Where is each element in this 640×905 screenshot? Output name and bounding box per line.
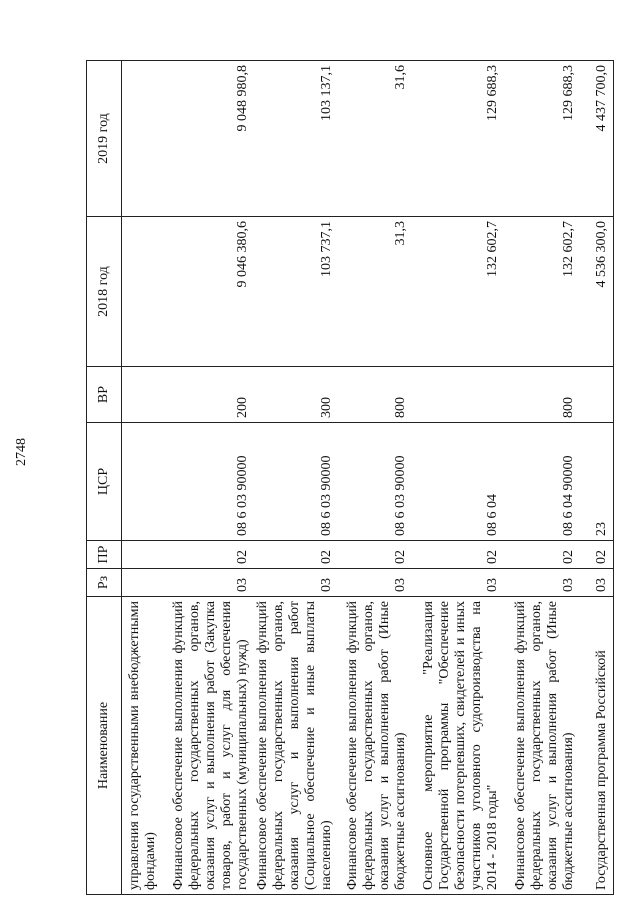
row-csr: 23 [580, 423, 614, 541]
row-vr: 200 [162, 367, 254, 423]
table-row [412, 61, 504, 895]
row-csr: 08 6 04 [412, 423, 504, 541]
row-name: Основное мероприятие "Реализация Государственной программы "Обеспечение безопасности потерпевших, свидетелей и иных участников уголовного судопроизводства на 2014 - 2018 годы" [412, 597, 504, 895]
row-2019: 129 688,3 [504, 61, 580, 217]
row-csr [122, 423, 162, 541]
row-2018: 103 737,1 [254, 217, 338, 367]
header-2018: 2018 год [87, 217, 122, 367]
row-name: Государственная программа Российской [580, 597, 614, 895]
budget-table-rotated [86, 61, 609, 895]
row-2019: 4 437 700,0 [580, 61, 614, 217]
row-2018: 132 602,7 [412, 217, 504, 367]
row-2018: 31,3 [338, 217, 412, 367]
row-name: Финансовое обеспечение выполнения функций федеральных государственных органов, оказания услуг и выполнения работ (Закупка товаров, работ и услуг для обеспечения государственных (муниципальных) нужд) [162, 597, 254, 895]
row-vr [580, 367, 614, 423]
row-2019 [122, 61, 162, 217]
table-row [338, 61, 412, 895]
table-row [254, 61, 338, 895]
row-pr: 02 [580, 541, 614, 569]
header-vr: ВР [87, 367, 122, 423]
row-2018: 132 602,7 [504, 217, 580, 367]
header-2019: 2019 год [87, 61, 122, 217]
row-pr: 02 [254, 541, 338, 569]
row-2019: 103 137,1 [254, 61, 338, 217]
table-row [580, 61, 614, 895]
row-rz: 03 [580, 569, 614, 597]
header-row [87, 61, 122, 895]
row-name: Финансовое обеспечение выполнения функций федеральных государственных органов, оказания услуг и выполнения работ (Социальное обеспечение и иные выплаты населению) [254, 597, 338, 895]
row-2019: 31,6 [338, 61, 412, 217]
header-name: Наименование [87, 597, 122, 895]
row-name: Финансовое обеспечение выполнения функций федеральных государственных органов, оказания услуг и выполнения работ (Иные бюджетные ассигнования) [504, 597, 580, 895]
row-pr [122, 541, 162, 569]
row-pr: 02 [412, 541, 504, 569]
row-name: Финансовое обеспечение выполнения функций федеральных государственных органов, оказания услуг и выполнения работ (Иные бюджетные ассигнования) [338, 597, 412, 895]
row-2018 [122, 217, 162, 367]
row-vr: 800 [338, 367, 412, 423]
header-pr: ПР [87, 541, 122, 569]
row-vr: 300 [254, 367, 338, 423]
row-rz: 03 [338, 569, 412, 597]
row-csr: 08 6 03 90000 [162, 423, 254, 541]
row-rz [122, 569, 162, 597]
header-rz: Рз [87, 569, 122, 597]
row-vr [412, 367, 504, 423]
row-pr: 02 [338, 541, 412, 569]
row-rz: 03 [162, 569, 254, 597]
row-csr: 08 6 03 90000 [254, 423, 338, 541]
row-rz: 03 [412, 569, 504, 597]
row-2018: 4 536 300,0 [580, 217, 614, 367]
row-pr: 02 [504, 541, 580, 569]
page-number: 2748 [14, 438, 29, 466]
row-rz: 03 [254, 569, 338, 597]
row-vr: 800 [504, 367, 580, 423]
row-csr: 08 6 04 90000 [504, 423, 580, 541]
row-csr: 08 6 03 90000 [338, 423, 412, 541]
row-pr: 02 [162, 541, 254, 569]
header-csr: ЦСР [87, 423, 122, 541]
row-name: управления государственными внебюджетными фондами) [122, 597, 162, 895]
row-2019: 9 048 980,8 [162, 61, 254, 217]
table-row [122, 61, 162, 895]
row-2018: 9 046 380,6 [162, 217, 254, 367]
row-rz: 03 [504, 569, 580, 597]
budget-table [86, 60, 614, 895]
table-row [504, 61, 580, 895]
row-vr [122, 367, 162, 423]
row-2019: 129 688,3 [412, 61, 504, 217]
table-row [162, 61, 254, 895]
